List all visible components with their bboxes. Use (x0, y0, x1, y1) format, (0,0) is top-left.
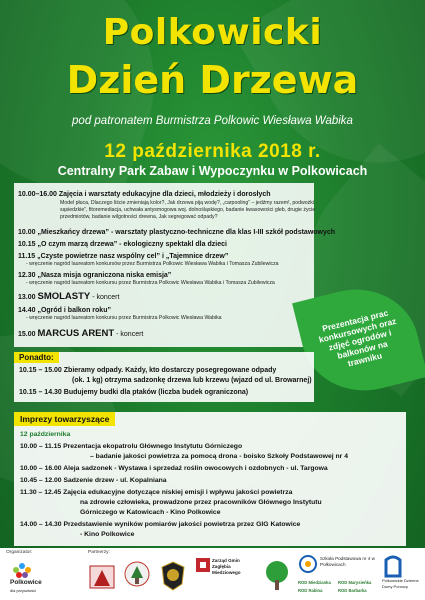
side-event-line: 11.30 – 12.45 Zajęcia edukacyjne dotyczące niskiej emisji i wpływu jakości powietrza (20, 489, 293, 496)
partner-logo-1 (86, 560, 118, 596)
side-event-line: 14.00 – 14.30 Przedstawienie wyników pomiarów jakości powietrza przez GIG Katowice (20, 521, 301, 528)
rod-label-2: ROD Marysieńka (338, 580, 372, 585)
partners-label: Partnerzy: (88, 550, 110, 555)
polkowice-logo-subtext: dla przyszłości (10, 588, 37, 593)
program-concert: 15.00 MARCUS ARENT - koncert (18, 328, 144, 339)
side-event-line: 10.00 – 16.00 Aleja sadzonek - Wystawa i sprzedaż roślin owocowych i ozdobnych - ul. Targowa (20, 465, 328, 472)
partner-logo-2 (122, 558, 152, 596)
ponadto-line: (ok. 1 kg) otrzyma sadzonkę drzewa lub krzewu (wjazd od ul. Browarnej) (72, 377, 312, 384)
poster-title-line1: Polkowicki (102, 12, 323, 53)
exhibition-badge-text: Prezentacja prac konkursowych oraz zdjęć ogrodów i balkonów na trawniku (317, 307, 398, 369)
program-item-note: - wręczenie nagród laureatom konkursów przez Burmistrza Polkowic Wiesława Wabika i Tomasza Zubilewicza (26, 261, 279, 267)
side-events-date: 12 października (20, 431, 71, 438)
ponadto-line: 10.15 – 14.30 Budujemy budki dla ptaków (liczba budek ograniczona) (19, 389, 249, 396)
zarzad-gmin-text: Zarząd Gmin Zagłębia Miedziowego (212, 558, 241, 575)
program-item: 10.15 „O czym marzą drzewa” - ekologiczny spektakl dla dzieci (18, 241, 227, 248)
rod-label-1: ROD Miedzianka (298, 580, 331, 585)
side-event-line: na zdrowie człowieka, prowadzone przez pracowników Głównego Instytutu (80, 499, 322, 506)
polkowice-ddp-text: Polkowickie Dzienne Domy Pomocy (382, 578, 419, 589)
event-venue: Centralny Park Zabaw i Wypoczynku w Polkowicach (57, 164, 368, 178)
partner-logo-3 (158, 558, 188, 596)
rod-label-3: ROD Rabina (298, 588, 323, 593)
side-event-line: - Kino Polkowice (80, 531, 135, 538)
program-item-note: - wręczenie nagród laureatom konkursu przez Burmistrza Polkowic Wiesława Wabika (26, 315, 222, 321)
poster-title-line2: Dzień Drzewa (66, 58, 359, 102)
ponadto-line: 10.15 – 15.00 Zbieramy odpady. Każdy, kto dostarczy posegregowane odpady (19, 367, 277, 374)
school-logo-text: Szkoła Podstawowa nr 4 w Polkowicach (320, 556, 375, 567)
ponadto-panel (14, 352, 314, 402)
program-concert: 13.00 SMOLASTY - koncert (18, 291, 120, 302)
program-item: 10.00–16.00 Zajęcia i warsztaty edukacyjne dla dzieci, młodzieży i dorosłych (18, 191, 271, 198)
polkowice-logo-text: Polkowice (10, 579, 42, 586)
program-item-details: Model płuca, Dlaczego liście zmieniają kolor?, Jak drzewa piją wodę?, „carpooling” – jedźmy razem!, podwożki sąsiedzkie”, fitoremediacja, uchwała antysmogowa woj. dolnośląskiego, badanie kwasowości gleb, drugie życie przedmiotów, badanie wilgotności drewna, Jak segregować odpady? (60, 200, 316, 220)
school-logo (298, 554, 378, 598)
polkowice-ddp-logo (382, 554, 422, 598)
side-event-line: – badanie jakości powietrza za pomocą drona - boisko Szkoły Podstawowej nr 4 (90, 453, 348, 460)
organizer-label: Organizator: (6, 550, 33, 555)
ponadto-heading: Ponadto: (14, 352, 59, 363)
side-events-panel (14, 412, 406, 546)
side-event-line: 10.45 – 12.00 Sadzenie drzew - ul. Kopalniana (20, 477, 167, 484)
side-events-heading: Imprezy towarzyszące (14, 412, 115, 426)
program-item: 14.40 „Ogród i balkon roku” (18, 307, 111, 314)
program-item: 10.00 „Mieszkańcy drzewa” - warsztaty plastyczno-techniczne dla klas I-III szkół podstawowych (18, 229, 336, 236)
sponsors-footer (0, 548, 425, 600)
program-item-note: - wręczenie nagród laureatom konkursu przez Burmistrza Polkowic Wiesława Wabika i Tomasza Zubilewicza (26, 280, 275, 286)
zarzad-gmin-logo (194, 556, 256, 596)
side-event-line: 10.00 – 11.15 Prezentacja ekopatrolu Głównego Instytutu Górniczego (20, 443, 243, 450)
side-event-line: Górniczego w Katowicach - Kino Polkowice (80, 509, 221, 516)
program-item: 11.15 „Czyste powietrze nasz wspólny cel” i „Tajemnice drzew” (18, 253, 229, 260)
rod-label-4: ROD Barbarka (338, 588, 367, 593)
patronage-text: pod patronatem Burmistrza Polkowic Wiesława Wabika (72, 115, 353, 127)
tree-logo (262, 558, 292, 594)
program-item: 12.30 „Nasza misja ograniczona niska emisja” (18, 272, 172, 279)
polkowice-logo (8, 560, 68, 594)
event-date: 12 października 2018 r. (104, 141, 321, 162)
